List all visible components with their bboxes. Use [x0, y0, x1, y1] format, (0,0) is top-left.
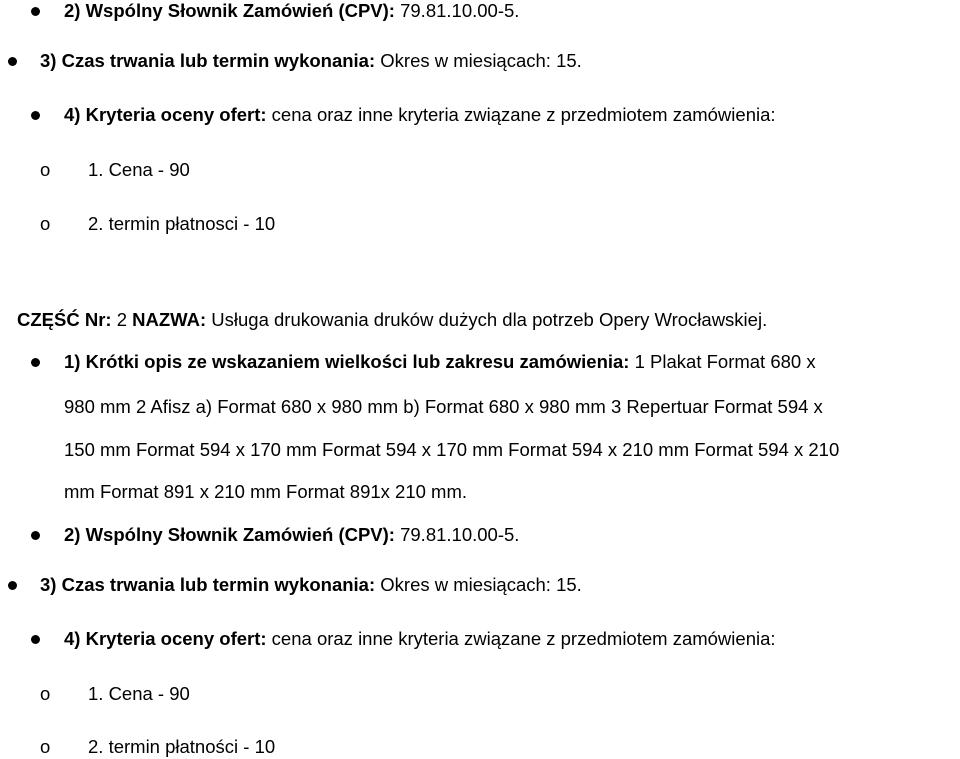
cpv-value: 79.81.10.00-5. — [394, 0, 520, 21]
sub-item: 1. Cena - 90 — [88, 159, 190, 180]
sub-marker-icon: o — [40, 683, 51, 704]
criteria-line — [64, 104, 776, 126]
cpv-label: 2) Wspólny Słownik Zamówień (CPV): — [64, 524, 395, 545]
description-line-1 — [64, 351, 816, 373]
cpv-value: 79.81.10.00-5. — [394, 524, 520, 545]
description-line-2: 980 mm 2 Afisz a) Format 680 x 980 mm b) Format 680 x 980 mm 3 Repertuar Format 594 x — [64, 396, 823, 417]
part-name-label: NAZWA: — [132, 309, 207, 330]
bullet-icon — [31, 531, 40, 540]
criteria-line — [64, 628, 776, 650]
criteria-value: cena oraz inne kryteria związane z przedmiotem zamówienia: — [266, 628, 776, 649]
description-line-3: 150 mm Format 594 x 170 mm Format 594 x 170 mm Format 594 x 210 mm Format 594 x 210 — [64, 439, 840, 460]
sub-item: 2. termin płatnosci - 10 — [88, 213, 276, 234]
description-label: 1) Krótki opis ze wskazaniem wielkości lub zakresu zamówienia: — [64, 351, 630, 372]
criteria-label: 4) Kryteria oceny ofert: — [64, 104, 267, 125]
sub-item: 2. termin płatności - 10 — [88, 736, 276, 757]
sub-marker-icon: o — [40, 736, 51, 757]
part-number-value: 2 — [111, 309, 133, 330]
bullet-icon — [31, 635, 40, 644]
bullet-icon — [31, 111, 40, 120]
bullet-icon — [31, 358, 40, 367]
part-number-label: CZĘŚĆ Nr: — [17, 309, 112, 330]
bullet-icon — [31, 7, 40, 16]
cpv-line — [64, 524, 519, 546]
part-name-value: Usługa drukowania druków dużych dla potrzeb Opery Wrocławskiej. — [206, 309, 768, 330]
duration-line — [40, 50, 582, 72]
duration-label: 3) Czas trwania lub termin wykonania: — [40, 50, 376, 71]
duration-label: 3) Czas trwania lub termin wykonania: — [40, 574, 376, 595]
duration-line — [40, 574, 582, 596]
cpv-label: 2) Wspólny Słownik Zamówień (CPV): — [64, 0, 395, 21]
criteria-value: cena oraz inne kryteria związane z przedmiotem zamówienia: — [266, 104, 776, 125]
criteria-label: 4) Kryteria oceny ofert: — [64, 628, 267, 649]
part-heading — [17, 309, 767, 331]
sub-item: 1. Cena - 90 — [88, 683, 190, 704]
sub-marker-icon: o — [40, 213, 51, 234]
cpv-line — [64, 0, 519, 22]
duration-value: Okres w miesiącach: 15. — [375, 50, 582, 71]
duration-value: Okres w miesiącach: 15. — [375, 574, 582, 595]
sub-marker-icon: o — [40, 159, 51, 180]
bullet-icon — [8, 581, 17, 590]
description-line-4: mm Format 891 x 210 mm Format 891x 210 mm. — [64, 481, 468, 502]
bullet-icon — [8, 57, 17, 66]
description-value: 1 Plakat Format 680 x — [629, 351, 816, 372]
